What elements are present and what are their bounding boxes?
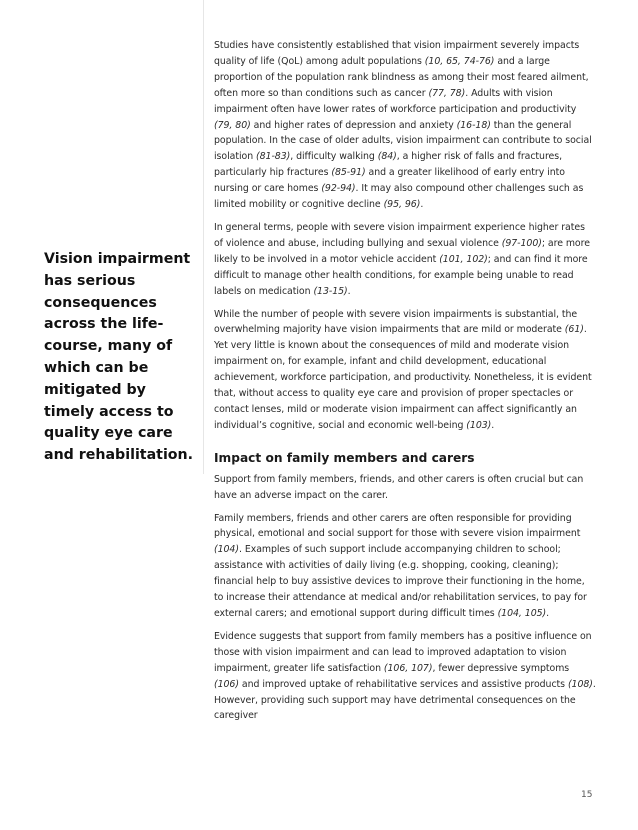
citation: (81-83): [256, 151, 291, 163]
citation: (10, 65, 74-76): [424, 55, 495, 67]
citation: (97-100): [501, 237, 542, 249]
citation: (104): [214, 544, 239, 556]
citation: (16-18): [456, 119, 491, 131]
citation: (77, 78): [428, 87, 466, 99]
paragraph: While the number of people with severe vision impairments is substantial, the overwhelming majority have vision impairments that are mild or moderate (61). Yet very little is known about the consequences of mild and moderate vision impairment on, for example, infant and child development, educational achievement, workforce participation, and productivity. Nonetheless, it is evident that, without access to quality eye care and provision of proper spectacles or contact lenses, mild or moderate vision impairment can affect significantly an individual’s cognitive, social and economic well-being (103).: [214, 308, 592, 431]
page-number: 15: [581, 790, 593, 800]
paragraph: Evidence suggests that support from family members has a positive influence on those with vision impairment and can lead to improved adaptation to vision impairment, greater life satisfaction (106, 107), fewer depressive symptoms (106) and improved uptake of rehabilitative services and assistive products (108). However, providing such support may have detrimental consequences on the caregiver: [214, 630, 596, 722]
citation: (13-15): [313, 285, 348, 297]
paragraph: In general terms, people with severe vision impairment experience higher rates of violence and abuse, including bullying and sexual violence (97-100); are more likely to be involved in a motor vehicle accident (101, 102); and can find it more difficult to manage other health conditions, for example being unable to read labels on medication (13-15).: [214, 221, 590, 297]
citation: (103): [466, 419, 492, 431]
citation: (104, 105): [497, 608, 547, 619]
citation: (84): [377, 151, 397, 163]
citation: (95, 96): [383, 199, 421, 211]
paragraph: Studies have consistently established that vision impairment severely impacts quality of life (QoL) among adult populations (10, 65, 74-76) and a large proportion of the population rank blindness as among their most feared ailment, often more so than conditions such as cancer (77, 78). Adults with vision impairment often have lower rates of workforce participation and productivity (79, 80) and higher rates of depression and anxiety (16-18) than the general population. In the case of older adults, vision impairment can contribute to social isolation (81-83), difficulty walking (84), a higher risk of falls and fractures, particularly hip fractures (85-91) and a greater likelihood of early entry into nursing or care homes (92-94). It may also compound other challenges such as limited mobility or cognitive decline (95, 96).: [214, 40, 592, 211]
citation: (101, 102): [439, 253, 488, 265]
citation: (108): [567, 678, 593, 690]
paragraph: Support from family members, friends, and other carers is often crucial but can have an adverse impact on the carer.: [214, 473, 584, 501]
paragraph: Family members, friends and other carers are often responsible for providing physical, emotional and social support for those with severe vision impairment (104). Examples of such support include accompanying children to school; assistance with activities of daily living (e.g. shopping, cooking, cleaning); financial help to buy assistive devices to improve their functioning in the home, to increase their attendance at medical and/or rehabilitation services, to pay for external carers; and emotional support during difficult times (104, 105).: [214, 512, 587, 619]
column-divider: [203, 0, 204, 474]
citation: (106, 107): [383, 662, 433, 674]
citation: (106): [214, 678, 239, 690]
citation: (92-94): [321, 183, 356, 195]
citation: (85-91): [331, 167, 366, 179]
pull-quote: Vision impairment has serious consequences across the life-course, many of which can be mitigated by timely access to quality eye care and rehabilitation.: [44, 251, 194, 464]
section-heading: Impact on family members and carers: [214, 450, 475, 465]
citation: (61): [564, 324, 584, 336]
citation: (79, 80): [214, 119, 251, 131]
main-column: [214, 38, 596, 731]
